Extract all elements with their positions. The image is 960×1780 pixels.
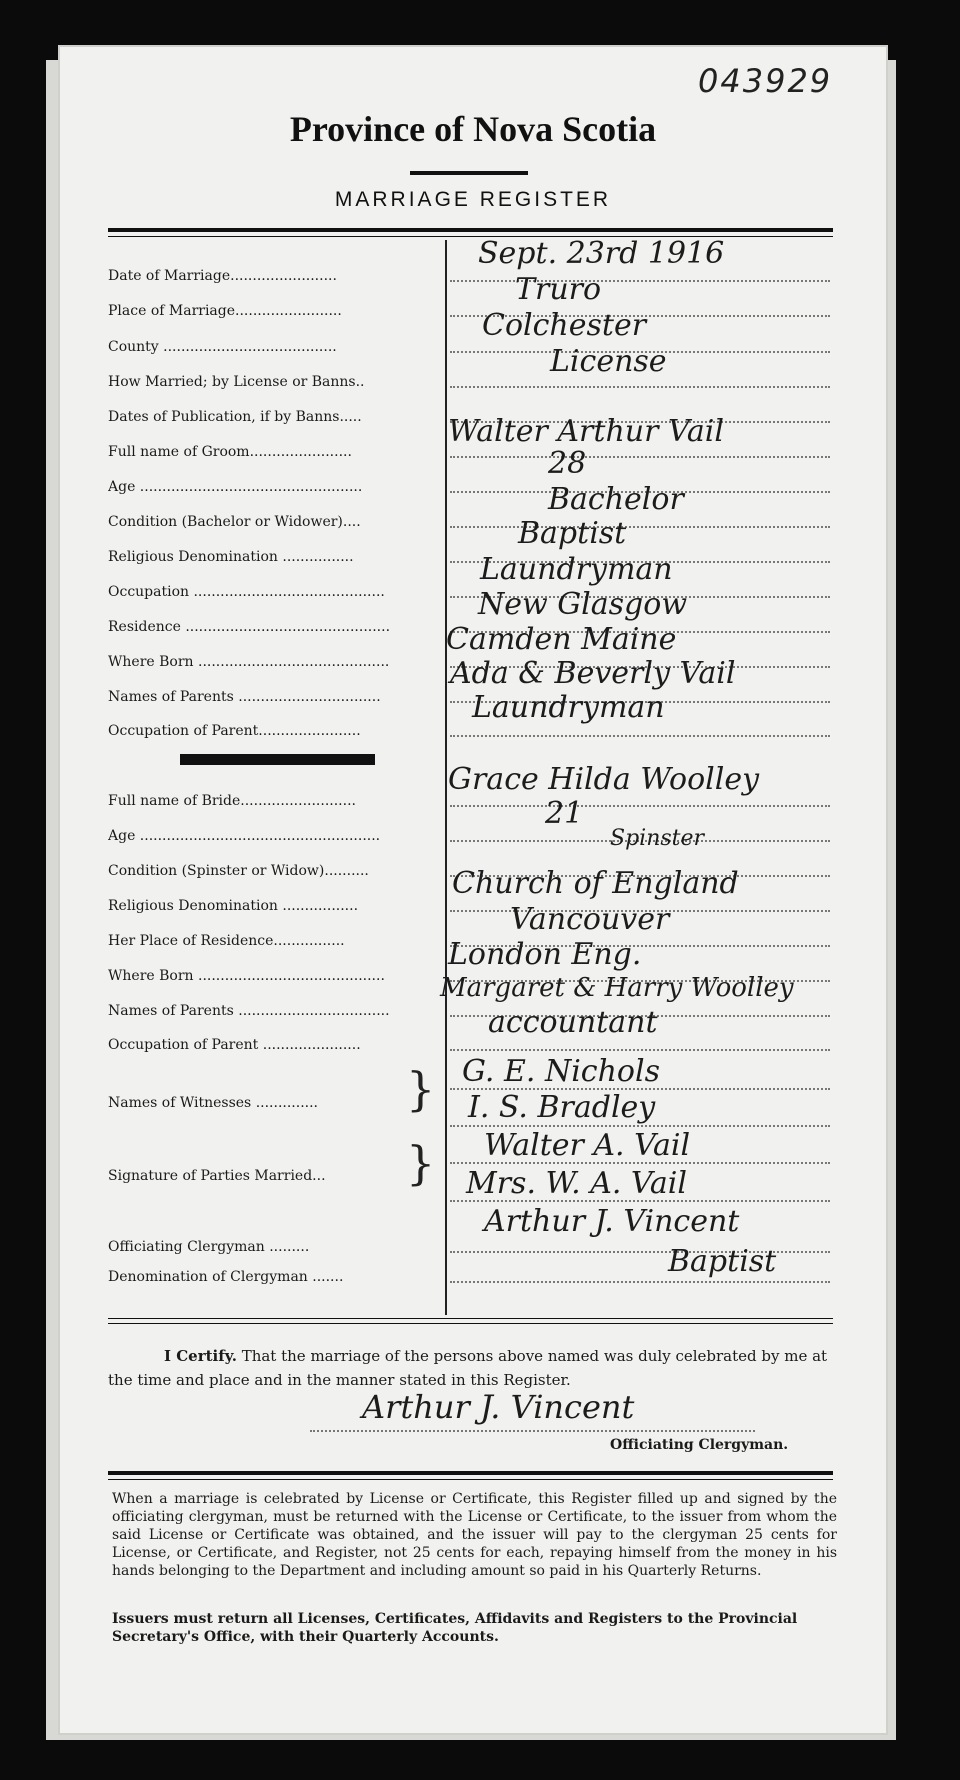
- certificate-lead: I Certify.: [164, 1347, 237, 1365]
- field-value-how-married: License: [550, 344, 667, 379]
- field-label: Where Born ..........................................: [108, 968, 385, 984]
- field-line: [450, 1281, 830, 1283]
- witness-name: G. E. Nichols: [462, 1054, 660, 1089]
- field-label: How Married; by License or Banns..: [108, 374, 365, 390]
- certificate-text: That the marriage of the persons above named was duly celebrated by me at the time and place and in the manner stated in this Register.: [108, 1347, 828, 1389]
- signature-caption: Officiating Clergyman.: [610, 1437, 789, 1453]
- field-value-groom-parents: Ada & Beverly Vail: [450, 656, 736, 691]
- field-value-groom-condition: Bachelor: [548, 482, 684, 517]
- instructions-notice: When a marriage is celebrated by License or Certificate, this Register filled up and signed by the officiating clergyman, must be returned with the License or Certificate, to the issuer from whom the said License or Certificate was obtained, and the issuer will pay to the clergyman 25 cents for License, or Certificate, and Register, not 25 cents for each, repaying himself from the money in his hands belonging to the Department and including amount so paid in his Quarterly Returns.: [112, 1491, 837, 1579]
- field-label: Religious Denomination ................: [108, 549, 354, 565]
- field-label: Full name of Groom.......................: [108, 444, 352, 460]
- field-label: Religious Denomination .................: [108, 898, 359, 914]
- section-rule: [108, 1318, 833, 1319]
- witness-name: I. S. Bradley: [468, 1090, 656, 1125]
- column-divider: [445, 240, 447, 1315]
- field-value-groom-religion: Baptist: [518, 516, 627, 551]
- field-value-groom-residence: New Glasgow: [478, 587, 688, 622]
- field-label: Denomination of Clergyman .......: [108, 1269, 344, 1285]
- field-value-groom-name: Walter Arthur Vail: [448, 414, 724, 449]
- form-title: Province of Nova Scotia: [289, 109, 657, 149]
- field-label: County .......................................: [108, 339, 337, 355]
- section-rule: [108, 1323, 833, 1324]
- title-divider: [410, 171, 528, 175]
- field-label: Place of Marriage........................: [108, 303, 342, 319]
- field-value-groom-occupation: Laundryman: [480, 552, 673, 587]
- field-value-date: Sept. 23rd 1916: [478, 236, 725, 271]
- field-label: Dates of Publication, if by Banns.....: [108, 409, 362, 425]
- field-value-groom-age: 28: [548, 446, 587, 481]
- party-signature: Walter A. Vail: [484, 1128, 691, 1163]
- field-label: Full name of Bride..........................: [108, 793, 356, 809]
- field-label: Date of Marriage........................: [108, 268, 337, 284]
- field-label: Officiating Clergyman .........: [108, 1239, 310, 1255]
- notice-rule-thin: [108, 1479, 833, 1480]
- field-value-bride-birthplace: London Eng.: [448, 937, 642, 972]
- field-value-place: Truro: [515, 272, 602, 307]
- field-value-groom-birthplace: Camden Maine: [446, 622, 677, 657]
- field-label: Her Place of Residence................: [108, 933, 345, 949]
- form-subtitle: MARRIAGE REGISTER: [334, 188, 612, 211]
- field-value-groom-parent-occupation: Laundryman: [472, 690, 665, 725]
- field-value-bride-age: 21: [545, 796, 584, 831]
- field-value-clergy-denomination: Baptist: [668, 1244, 777, 1279]
- brace-icon: }: [406, 1136, 436, 1190]
- field-line: [450, 386, 830, 388]
- field-value-bride-religion: Church of England: [452, 866, 739, 901]
- instructions-bold-notice: Issuers must return all Licenses, Certificates, Affidavits and Registers to the Provincial Secretary's Office, with their Quarterly Accounts.: [112, 1611, 798, 1645]
- field-line: [450, 735, 830, 737]
- field-line: [450, 1049, 830, 1051]
- witnesses-label: Names of Witnesses ..............: [108, 1095, 318, 1111]
- field-label: Condition (Spinster or Widow)..........: [108, 863, 369, 879]
- signature-line: [310, 1430, 755, 1432]
- bride-section-divider: [180, 754, 375, 765]
- field-value-bride-residence: Vancouver: [510, 902, 670, 937]
- field-value-bride-condition: Spinster: [610, 826, 705, 851]
- clergyman-signature: Arthur J. Vincent: [362, 1388, 635, 1426]
- brace-icon: }: [406, 1062, 436, 1116]
- field-label: Residence ..............................................: [108, 619, 391, 635]
- field-value-bride-name: Grace Hilda Woolley: [448, 762, 760, 797]
- field-label: Condition (Bachelor or Widower)....: [108, 514, 361, 530]
- field-label: Age ......................................................: [108, 828, 381, 844]
- header-rule: [108, 228, 833, 232]
- field-line: [450, 1125, 830, 1127]
- field-label: Occupation of Parent.......................: [108, 723, 361, 739]
- field-value-county: Colchester: [482, 308, 647, 343]
- certificate-statement: [108, 1344, 833, 1392]
- notice-rule: [108, 1471, 833, 1475]
- field-value-clergyman: Arthur J. Vincent: [484, 1204, 740, 1239]
- field-label: Names of Parents ..................................: [108, 1003, 390, 1019]
- party-signature: Mrs. W. A. Vail: [466, 1166, 687, 1201]
- field-label: Where Born ...........................................: [108, 654, 390, 670]
- field-label: Occupation of Parent ......................: [108, 1037, 361, 1053]
- field-value-bride-parent-occupation: accountant: [488, 1005, 658, 1040]
- field-label: Names of Parents ................................: [108, 689, 381, 705]
- field-value-bride-parents: Margaret & Harry Woolley: [440, 973, 794, 1003]
- signatures-label: Signature of Parties Married...: [108, 1168, 326, 1184]
- serial-number: 043929: [698, 62, 833, 100]
- field-label: Age ..................................................: [108, 479, 363, 495]
- field-label: Occupation ...........................................: [108, 584, 385, 600]
